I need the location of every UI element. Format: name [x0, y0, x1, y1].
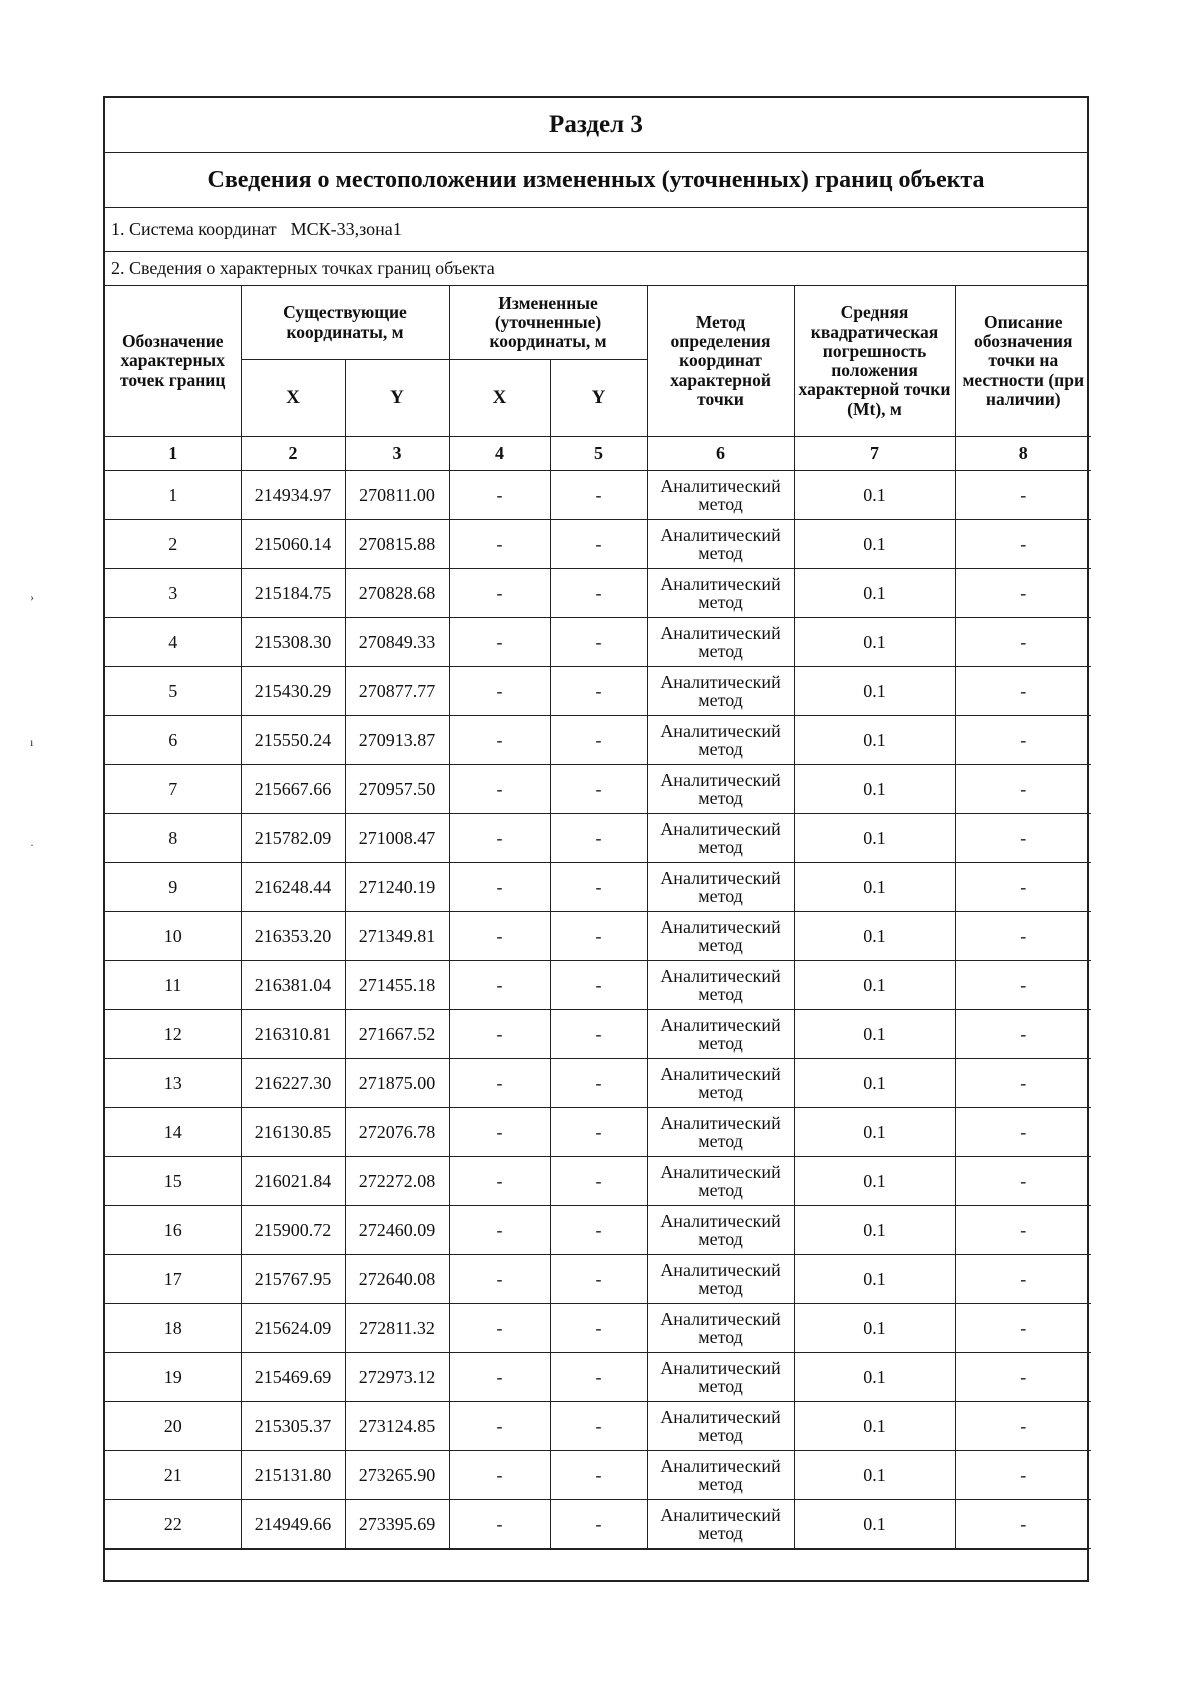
- changed-y-value: -: [550, 1402, 647, 1451]
- column-number: 2: [241, 437, 345, 471]
- description-value: -: [955, 1402, 1091, 1451]
- error-value: 0.1: [794, 1451, 955, 1500]
- method-value: Аналитический метод: [647, 569, 794, 618]
- existing-x-value: 214934.97: [241, 471, 345, 520]
- error-value: 0.1: [794, 1206, 955, 1255]
- table-row: [105, 569, 1091, 618]
- method-value: Аналитический метод: [647, 716, 794, 765]
- point-number: 15: [105, 1157, 241, 1206]
- scan-speck: ›: [30, 590, 34, 604]
- header-changed-x: X: [449, 360, 550, 437]
- point-number: 6: [105, 716, 241, 765]
- table-row: [105, 961, 1091, 1010]
- changed-x-value: -: [449, 912, 550, 961]
- existing-x-value: 215624.09: [241, 1304, 345, 1353]
- method-value: Аналитический метод: [647, 471, 794, 520]
- changed-y-value: -: [550, 471, 647, 520]
- description-value: -: [955, 1500, 1091, 1549]
- existing-x-value: 216353.20: [241, 912, 345, 961]
- description-value: -: [955, 520, 1091, 569]
- point-number: 19: [105, 1353, 241, 1402]
- existing-y-value: 271008.47: [345, 814, 449, 863]
- changed-y-value: -: [550, 1255, 647, 1304]
- error-value: 0.1: [794, 1304, 955, 1353]
- existing-x-value: 214949.66: [241, 1500, 345, 1549]
- changed-x-value: -: [449, 471, 550, 520]
- changed-y-value: -: [550, 1108, 647, 1157]
- changed-x-value: -: [449, 520, 550, 569]
- description-value: -: [955, 1059, 1091, 1108]
- column-number: 6: [647, 437, 794, 471]
- error-value: 0.1: [794, 814, 955, 863]
- table-row: [105, 1108, 1091, 1157]
- error-value: 0.1: [794, 1255, 955, 1304]
- error-value: 0.1: [794, 667, 955, 716]
- existing-x-value: 215667.66: [241, 765, 345, 814]
- point-number: 8: [105, 814, 241, 863]
- point-number: 22: [105, 1500, 241, 1549]
- table-row: [105, 1157, 1091, 1206]
- changed-y-value: -: [550, 1304, 647, 1353]
- changed-y-value: -: [550, 1353, 647, 1402]
- changed-x-value: -: [449, 1255, 550, 1304]
- method-value: Аналитический метод: [647, 1059, 794, 1108]
- header-existing-coords: Существующие координаты, м: [241, 286, 449, 360]
- error-value: 0.1: [794, 1353, 955, 1402]
- point-number: 5: [105, 667, 241, 716]
- changed-y-value: -: [550, 1206, 647, 1255]
- column-number: 7: [794, 437, 955, 471]
- method-value: Аналитический метод: [647, 1500, 794, 1549]
- points-heading: 2. Сведения о характерных точках границ объекта: [105, 252, 1087, 286]
- method-value: Аналитический метод: [647, 667, 794, 716]
- existing-y-value: 272460.09: [345, 1206, 449, 1255]
- existing-x-value: 215131.80: [241, 1451, 345, 1500]
- coord-system-row: [105, 208, 1087, 252]
- changed-x-value: -: [449, 863, 550, 912]
- existing-y-value: 272973.12: [345, 1353, 449, 1402]
- table-row: [105, 1402, 1091, 1451]
- method-value: Аналитический метод: [647, 1157, 794, 1206]
- point-number: 4: [105, 618, 241, 667]
- error-value: 0.1: [794, 1108, 955, 1157]
- column-number: 5: [550, 437, 647, 471]
- existing-x-value: 216130.85: [241, 1108, 345, 1157]
- description-value: -: [955, 961, 1091, 1010]
- method-value: Аналитический метод: [647, 520, 794, 569]
- header-designation: Обозначение характерных точек границ: [105, 286, 241, 437]
- changed-x-value: -: [449, 1451, 550, 1500]
- changed-y-value: -: [550, 1010, 647, 1059]
- changed-x-value: -: [449, 1010, 550, 1059]
- point-number: 21: [105, 1451, 241, 1500]
- table-row: [105, 716, 1091, 765]
- existing-x-value: 216021.84: [241, 1157, 345, 1206]
- changed-y-value: -: [550, 569, 647, 618]
- existing-x-value: 216381.04: [241, 961, 345, 1010]
- points-table: [105, 286, 1091, 1549]
- table-row: [105, 1304, 1091, 1353]
- existing-y-value: 270811.00: [345, 471, 449, 520]
- existing-y-value: 270957.50: [345, 765, 449, 814]
- existing-y-value: 270815.88: [345, 520, 449, 569]
- point-number: 12: [105, 1010, 241, 1059]
- changed-y-value: -: [550, 1059, 647, 1108]
- changed-x-value: -: [449, 1059, 550, 1108]
- point-number: 1: [105, 471, 241, 520]
- table-row: [105, 1010, 1091, 1059]
- description-value: -: [955, 1255, 1091, 1304]
- changed-x-value: -: [449, 961, 550, 1010]
- table-tail: [105, 1549, 1087, 1576]
- changed-x-value: -: [449, 716, 550, 765]
- changed-x-value: -: [449, 1402, 550, 1451]
- header-existing-y: Y: [345, 360, 449, 437]
- existing-y-value: 271240.19: [345, 863, 449, 912]
- description-value: -: [955, 716, 1091, 765]
- existing-x-value: 215550.24: [241, 716, 345, 765]
- description-value: -: [955, 471, 1091, 520]
- error-value: 0.1: [794, 1059, 955, 1108]
- existing-x-value: 216227.30: [241, 1059, 345, 1108]
- description-value: -: [955, 667, 1091, 716]
- existing-y-value: 270913.87: [345, 716, 449, 765]
- header-existing-x: X: [241, 360, 345, 437]
- method-value: Аналитический метод: [647, 961, 794, 1010]
- existing-x-value: 215469.69: [241, 1353, 345, 1402]
- changed-x-value: -: [449, 569, 550, 618]
- existing-y-value: 273124.85: [345, 1402, 449, 1451]
- existing-y-value: 272640.08: [345, 1255, 449, 1304]
- header-description: Описание обозначения точки на местности (при наличии): [955, 286, 1091, 437]
- description-value: -: [955, 1010, 1091, 1059]
- document-frame: [103, 96, 1089, 1582]
- description-value: -: [955, 1108, 1091, 1157]
- error-value: 0.1: [794, 569, 955, 618]
- changed-x-value: -: [449, 1157, 550, 1206]
- column-number: 8: [955, 437, 1091, 471]
- point-number: 18: [105, 1304, 241, 1353]
- table-row: [105, 667, 1091, 716]
- table-row: [105, 471, 1091, 520]
- existing-x-value: 215767.95: [241, 1255, 345, 1304]
- error-value: 0.1: [794, 618, 955, 667]
- existing-y-value: 271455.18: [345, 961, 449, 1010]
- method-value: Аналитический метод: [647, 1304, 794, 1353]
- changed-x-value: -: [449, 1304, 550, 1353]
- changed-x-value: -: [449, 1206, 550, 1255]
- section-subtitle: Сведения о местоположении измененных (уточненных) границ объекта: [105, 153, 1087, 208]
- changed-x-value: -: [449, 1108, 550, 1157]
- points-table-body: [105, 471, 1091, 1549]
- error-value: 0.1: [794, 863, 955, 912]
- description-value: -: [955, 1451, 1091, 1500]
- column-numbers-row: [105, 437, 1091, 471]
- point-number: 10: [105, 912, 241, 961]
- existing-x-value: 216310.81: [241, 1010, 345, 1059]
- changed-y-value: -: [550, 520, 647, 569]
- description-value: -: [955, 1353, 1091, 1402]
- error-value: 0.1: [794, 520, 955, 569]
- method-value: Аналитический метод: [647, 1255, 794, 1304]
- header-method: Метод определения координат характерной точки: [647, 286, 794, 437]
- header-changed-y: Y: [550, 360, 647, 437]
- description-value: -: [955, 765, 1091, 814]
- changed-x-value: -: [449, 1500, 550, 1549]
- existing-x-value: 215184.75: [241, 569, 345, 618]
- description-value: -: [955, 1157, 1091, 1206]
- column-number: 1: [105, 437, 241, 471]
- method-value: Аналитический метод: [647, 863, 794, 912]
- existing-y-value: 270849.33: [345, 618, 449, 667]
- header-changed-coords: Измененные (уточненные) координаты, м: [449, 286, 647, 360]
- changed-x-value: -: [449, 667, 550, 716]
- method-value: Аналитический метод: [647, 765, 794, 814]
- existing-x-value: 215305.37: [241, 1402, 345, 1451]
- table-row: [105, 814, 1091, 863]
- table-row: [105, 520, 1091, 569]
- changed-y-value: -: [550, 716, 647, 765]
- existing-y-value: 270828.68: [345, 569, 449, 618]
- table-row: [105, 1451, 1091, 1500]
- changed-y-value: -: [550, 863, 647, 912]
- method-value: Аналитический метод: [647, 1353, 794, 1402]
- point-number: 16: [105, 1206, 241, 1255]
- changed-x-value: -: [449, 618, 550, 667]
- error-value: 0.1: [794, 765, 955, 814]
- method-value: Аналитический метод: [647, 1010, 794, 1059]
- method-value: Аналитический метод: [647, 1451, 794, 1500]
- method-value: Аналитический метод: [647, 1206, 794, 1255]
- changed-y-value: -: [550, 1451, 647, 1500]
- changed-x-value: -: [449, 1353, 550, 1402]
- method-value: Аналитический метод: [647, 1108, 794, 1157]
- method-value: Аналитический метод: [647, 912, 794, 961]
- changed-y-value: -: [550, 1500, 647, 1549]
- table-row: [105, 618, 1091, 667]
- description-value: -: [955, 863, 1091, 912]
- table-row: [105, 863, 1091, 912]
- table-row: [105, 1206, 1091, 1255]
- changed-x-value: -: [449, 765, 550, 814]
- existing-y-value: 271875.00: [345, 1059, 449, 1108]
- point-number: 9: [105, 863, 241, 912]
- point-number: 20: [105, 1402, 241, 1451]
- column-number: 4: [449, 437, 550, 471]
- table-row: [105, 1059, 1091, 1108]
- table-row: [105, 912, 1091, 961]
- existing-x-value: 215782.09: [241, 814, 345, 863]
- existing-y-value: 272272.08: [345, 1157, 449, 1206]
- error-value: 0.1: [794, 1500, 955, 1549]
- section-title: Раздел 3: [105, 98, 1087, 153]
- scan-speck: ·: [30, 838, 34, 852]
- error-value: 0.1: [794, 1010, 955, 1059]
- existing-y-value: 272076.78: [345, 1108, 449, 1157]
- table-row: [105, 765, 1091, 814]
- existing-x-value: 215430.29: [241, 667, 345, 716]
- point-number: 3: [105, 569, 241, 618]
- description-value: -: [955, 1304, 1091, 1353]
- existing-x-value: 215060.14: [241, 520, 345, 569]
- column-number: 3: [345, 437, 449, 471]
- point-number: 13: [105, 1059, 241, 1108]
- existing-y-value: 271667.52: [345, 1010, 449, 1059]
- changed-y-value: -: [550, 912, 647, 961]
- coord-system-value: МСК-33,зона1: [290, 219, 402, 239]
- existing-y-value: 272811.32: [345, 1304, 449, 1353]
- table-row: [105, 1500, 1091, 1549]
- existing-y-value: 270877.77: [345, 667, 449, 716]
- error-value: 0.1: [794, 716, 955, 765]
- description-value: -: [955, 1206, 1091, 1255]
- method-value: Аналитический метод: [647, 618, 794, 667]
- point-number: 11: [105, 961, 241, 1010]
- existing-y-value: 271349.81: [345, 912, 449, 961]
- changed-y-value: -: [550, 667, 647, 716]
- existing-y-value: 273395.69: [345, 1500, 449, 1549]
- error-value: 0.1: [794, 1157, 955, 1206]
- table-row: [105, 1255, 1091, 1304]
- error-value: 0.1: [794, 471, 955, 520]
- error-value: 0.1: [794, 1402, 955, 1451]
- existing-x-value: 215308.30: [241, 618, 345, 667]
- error-value: 0.1: [794, 912, 955, 961]
- existing-x-value: 215900.72: [241, 1206, 345, 1255]
- point-number: 17: [105, 1255, 241, 1304]
- method-value: Аналитический метод: [647, 1402, 794, 1451]
- changed-y-value: -: [550, 765, 647, 814]
- description-value: -: [955, 618, 1091, 667]
- changed-y-value: -: [550, 618, 647, 667]
- description-value: -: [955, 814, 1091, 863]
- changed-y-value: -: [550, 1157, 647, 1206]
- description-value: -: [955, 569, 1091, 618]
- changed-y-value: -: [550, 814, 647, 863]
- table-row: [105, 1353, 1091, 1402]
- scan-speck: ı: [30, 735, 34, 749]
- point-number: 14: [105, 1108, 241, 1157]
- existing-x-value: 216248.44: [241, 863, 345, 912]
- point-number: 7: [105, 765, 241, 814]
- error-value: 0.1: [794, 961, 955, 1010]
- changed-x-value: -: [449, 814, 550, 863]
- description-value: -: [955, 912, 1091, 961]
- changed-y-value: -: [550, 961, 647, 1010]
- header-error: Средняя квадратическая погрешность положения характерной точки (Mt), м: [794, 286, 955, 437]
- existing-y-value: 273265.90: [345, 1451, 449, 1500]
- point-number: 2: [105, 520, 241, 569]
- method-value: Аналитический метод: [647, 814, 794, 863]
- coord-system-label: 1. Система координат: [111, 219, 277, 239]
